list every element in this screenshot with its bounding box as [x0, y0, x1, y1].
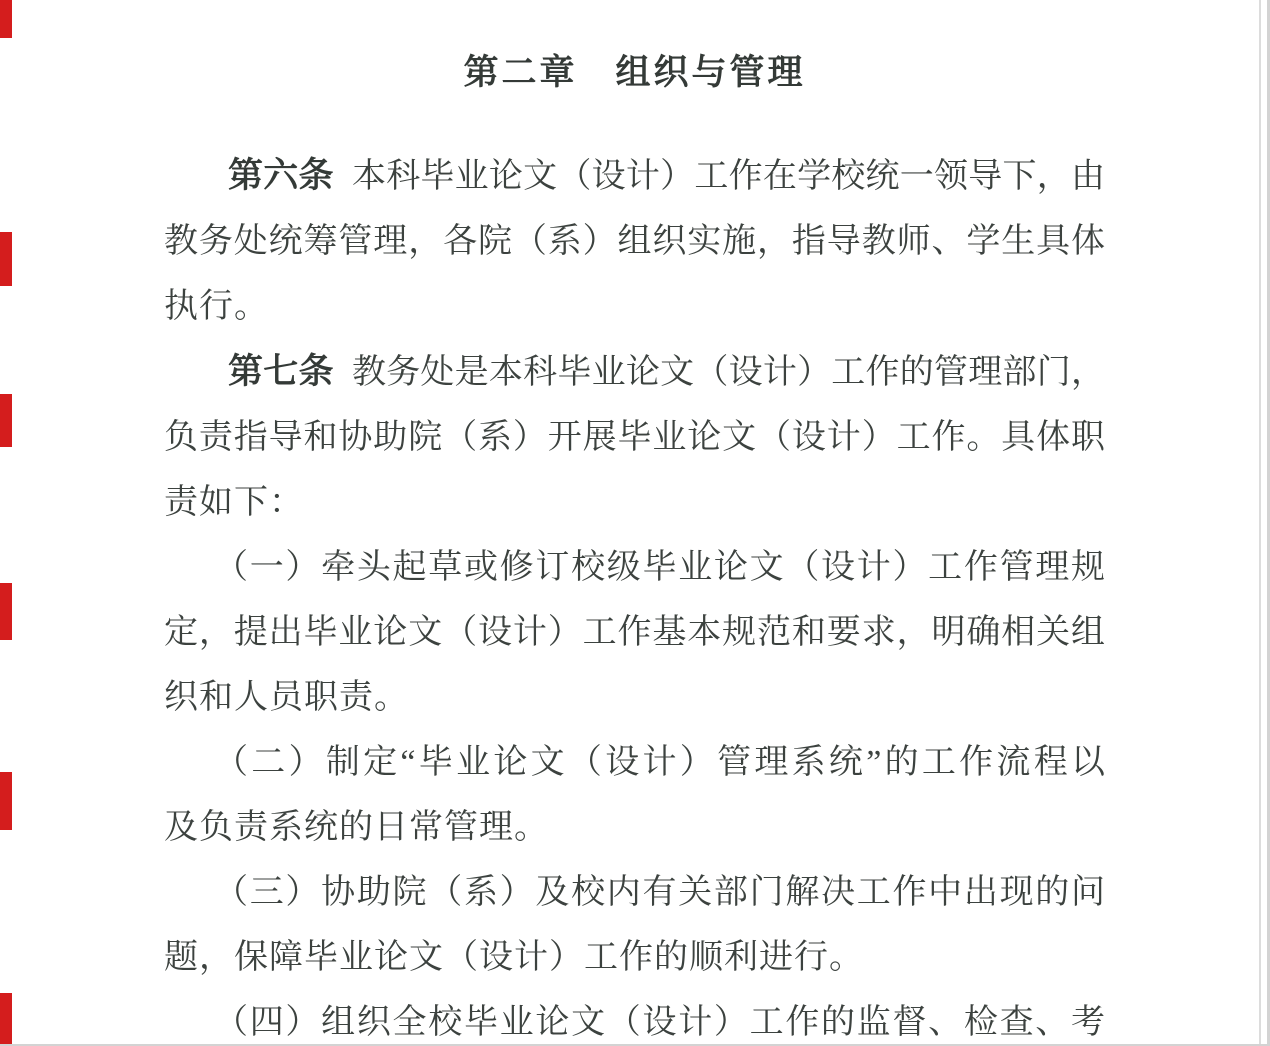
body-text	[164, 143, 1105, 1046]
article-number: 第六条	[228, 156, 334, 195]
scan-edge-line	[1259, 0, 1261, 1044]
paragraph-line: （一）牵头起草或修订校级毕业论文（设计）工作管理规	[214, 549, 1105, 586]
paragraph-line: 执行。	[164, 288, 269, 325]
scan-artifact-red-mark	[0, 0, 12, 38]
paragraph-line	[164, 339, 1105, 405]
paragraph-line: 定，提出毕业论文（设计）工作基本规范和要求，明确相关组	[164, 614, 1105, 651]
paragraph-line: 织和人员职责。	[164, 679, 409, 716]
paragraph-line: （四）组织全校毕业论文（设计）工作的监督、检查、考	[214, 1004, 1105, 1041]
scan-artifact-red-mark	[0, 772, 12, 830]
article-number: 第七条	[228, 352, 334, 391]
paragraph-line: 及负责系统的日常管理。	[164, 809, 549, 846]
scan-artifact-red-mark	[0, 232, 12, 286]
line-text: 本科毕业论文（设计）工作在学校统一领导下，由	[351, 158, 1105, 195]
paragraph-line: （三）协助院（系）及校内有关部门解决工作中出现的问	[214, 874, 1105, 911]
paragraph-line: （二）制定“毕业论文（设计）管理系统”的工作流程以	[214, 744, 1105, 781]
paragraph-line: 教务处统筹管理，各院（系）组织实施，指导教师、学生具体	[164, 223, 1105, 260]
page-content	[164, 0, 1105, 1046]
scan-artifact-red-mark	[0, 993, 12, 1046]
scan-artifact-red-mark	[0, 394, 12, 447]
paragraph-line: 责如下：	[164, 484, 304, 521]
paragraph-line: 负责指导和协助院（系）开展毕业论文（设计）工作。具体职	[164, 419, 1105, 456]
paragraph-line: 题，保障毕业论文（设计）工作的顺利进行。	[164, 939, 864, 976]
chapter-title: 第二章 组织与管理	[463, 53, 806, 92]
paragraph-line	[164, 143, 1105, 209]
line-text: 教务处是本科毕业论文（设计）工作的管理部门，	[351, 354, 1105, 391]
scan-artifact-red-mark	[0, 583, 12, 640]
